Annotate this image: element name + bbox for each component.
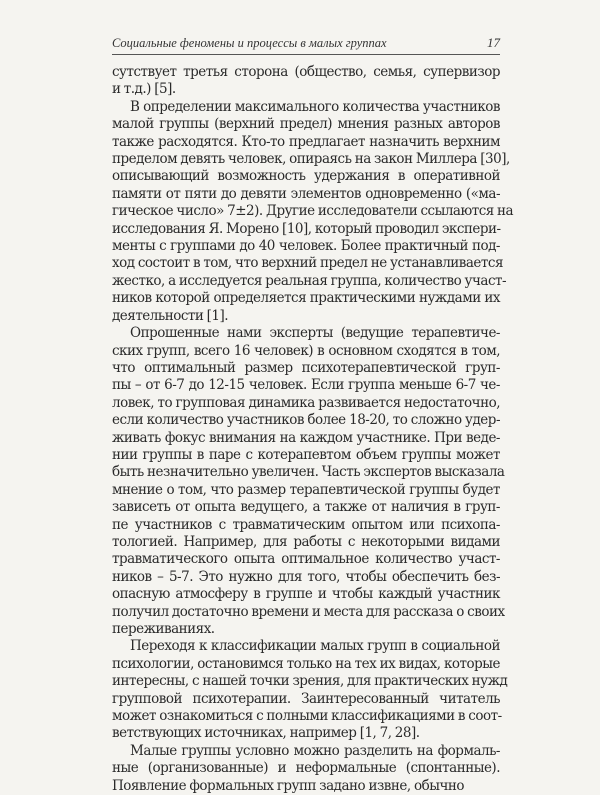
text-line: исследования Я. Морено [10], который проводил экспери- bbox=[112, 220, 501, 237]
text-line: мнение о том, что размер терапевтической группы будет bbox=[112, 481, 500, 498]
text-line: групповой психотерапии. Заинтересованный читатель bbox=[112, 690, 500, 707]
text-line: может ознакомиться с полными классификациями в соот- bbox=[112, 708, 502, 725]
text-line: В определении максимального количества участников bbox=[130, 98, 500, 115]
text-line: ловек, то групповая динамика развивается недостаточно, bbox=[112, 394, 500, 411]
text-line: психологии, остановимся только на тех их видах, которые bbox=[112, 655, 500, 672]
page-number: 17 bbox=[487, 35, 500, 50]
paragraph bbox=[112, 98, 514, 325]
text-line: жестко, а исследуется реальная группа, количество участ- bbox=[112, 272, 507, 289]
text-line: живать фокус внимания на каждом участнике. При веде- bbox=[112, 429, 500, 446]
text-line: гическое число» 7±2). Другие исследователи ссылаются на bbox=[112, 203, 514, 220]
text-line: что оптимальный размер психотерапевтической груп- bbox=[112, 359, 500, 376]
text-line: Опрошенные нами эксперты (ведущие терапевтиче- bbox=[130, 325, 500, 342]
text-line: также расходятся. Кто-то предлагает назначить верхним bbox=[112, 133, 500, 150]
text-line: ные (организованные) и неформальные (спонтанные). bbox=[112, 760, 500, 777]
text-line: Появление формальных групп задано извне, обычно bbox=[112, 777, 465, 794]
text-line: если количество участников более 18-20, то сложно удер- bbox=[112, 412, 500, 429]
text-line: пределом девять человек, опираясь на закон Миллера [30], bbox=[112, 151, 510, 168]
text-line: ников которой определяется практическими нуждами их bbox=[112, 290, 500, 307]
text-line: пе участников с травматическим опытом или психопа- bbox=[112, 516, 500, 533]
text-line: травматического опыта оптимальное количество участ- bbox=[112, 551, 500, 568]
paragraph bbox=[112, 325, 505, 638]
text-line: Переходя к классификации малых групп в социальной bbox=[130, 638, 500, 655]
paragraph bbox=[112, 638, 508, 742]
text-line: описывающий возможность удержания в оперативной bbox=[112, 168, 500, 185]
text-line: переживаниях. bbox=[112, 621, 215, 637]
running-header-title: Социальные феномены и процессы в малых группах bbox=[112, 36, 387, 50]
text-line: тологией. Например, для работы с некоторыми видами bbox=[112, 533, 500, 550]
text-line: нии группы в паре с котерапевтом объем группы может bbox=[112, 446, 500, 463]
body-text bbox=[112, 64, 514, 795]
text-line: опасную атмосферу в группе и чтобы каждый участник bbox=[112, 586, 500, 603]
text-line: ветствующих источниках, например [1, 7, 28]. bbox=[112, 725, 420, 742]
text-line: сутствует третья сторона (общество, семья, супервизор bbox=[112, 64, 500, 80]
text-line: получил достаточно времени и места для рассказа о своих bbox=[112, 603, 505, 620]
text-line: Малые группы условно можно разделить на формаль- bbox=[130, 742, 500, 759]
text-line: ход состоит в том, что верхний предел не устанавливается bbox=[112, 255, 503, 272]
paragraph bbox=[112, 743, 500, 795]
text-line: менты с группами до 40 человек. Более практичный под- bbox=[112, 238, 500, 255]
running-header bbox=[112, 34, 500, 55]
text-line: пы – от 6-7 до 12-15 человек. Если группа меньше 6-7 че- bbox=[112, 377, 500, 394]
text-line: интересны, с нашей точки зрения, для практических нужд bbox=[112, 673, 508, 690]
text-line: зависеть от опыта ведущего, а также от наличия в груп- bbox=[112, 499, 500, 516]
text-line: ских групп, всего 16 человек) в основном сходятся в том, bbox=[112, 342, 500, 359]
text-line: памяти от пяти до девяти элементов одновременно («ма- bbox=[112, 185, 500, 202]
text-line: деятельности [1]. bbox=[112, 307, 229, 324]
text-line: и т.д.) [5]. bbox=[112, 81, 176, 98]
paragraph bbox=[112, 64, 500, 99]
text-line: быть незначительно увеличен. Часть экспертов высказала bbox=[112, 464, 505, 481]
text-line: малой группы (верхний предел) мнения разных авторов bbox=[112, 116, 500, 133]
text-line: ников – 5-7. Это нужно для того, чтобы обеспечить без- bbox=[112, 568, 500, 585]
